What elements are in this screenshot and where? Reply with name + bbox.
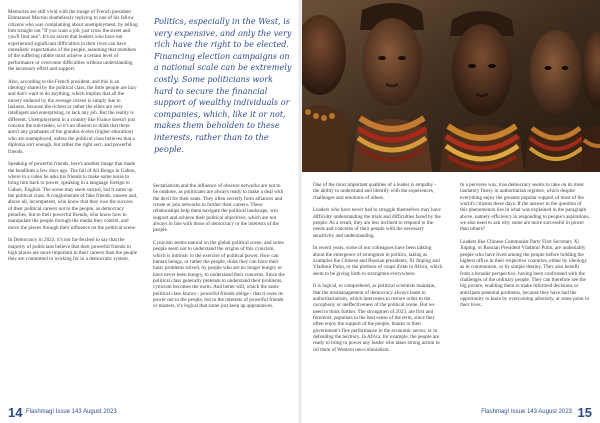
paragraph: Speaking of powerful friends, here's another image that made the headlines a few days ago. The fall of Ali Bongo in Gabon, where in a video he asks his friends to make some noise to bring him back to power, speaking in a language foreign to Gabon, English. The scene may seem surreal, but it sums up the political class. A conglomerate of fake friends, unseen and, above all, incompetent, who know that they owe the success of their political careers not to the people, as democracy preaches, but to their powerful friends, who know how to manipulate the people through the media they control, and move the pieces through their influence on the political scene. (8, 161, 138, 231)
paragraph: Cynicism seems natural on the global political scene, and some people seem not to understand the origins of this cynicism, which is intrinsic to the exercise of political power. How can human beings, or rather the people, think they can have their basic problems solved, by people who are no longer hungry or have never been hungry, to understand their concerns. Since the political class generally pretends to understand their problems, cynicism becomes the norm. And better still, which the same political class knows - powerful friends oblige - that it owes its power not to the people, but to the interests of powerful friends or masters, it's logical that some just keep up appearances. (153, 240, 285, 310)
portrait-photo (302, 0, 600, 172)
article-column-2 (153, 183, 285, 398)
paragraph: Memories are still vivid with the image of French president Emmanuel Macron shamelessly replying to one of his fellow citizens who was complaining about unemployment, by telling him straight out "If you want a job, just cross the street and you'll find one". It's no secret that leaders who have not experienced significant difficulties in their lives can have unrealistic expectations of the people, assuming that members of the suffering rabble must achieve a certain level of performance or overcome difficulties without understanding the necessary effort and support. (8, 9, 138, 73)
paragraph: Sectarianism and the influence of obscure networks are not to be outdone, as politicians are always ready to make a deal with the devil for their seats. They often secretly form alliances and create or join networks to further their careers. These relationships help them navigate the political landscape, win support and achieve their political objectives, which are not always in line with those of democracy or the interests of the people. (153, 183, 284, 234)
paragraph: Leaders like Chinese Communist Party First Secretary Xi Jinping, or Russian President Vladimir Putin, are undeniably people who have lived among the people before holding the highest office in their respective countries, either by ideology as in communism, or by simple destiny. They also benefit from a broader perspective, having been confronted with the challenges of the ordinary people. They can therefore see the big picture, enabling them to make informed decisions or anticipate potential problems, because they have had the opportunity to learn by overcoming adversity, at some point in their lives. (460, 239, 590, 309)
article-column-4 (460, 182, 590, 400)
issue-label: Flashmag! Issue 143 August 2023 (481, 409, 572, 415)
paragraph: Leaders who have never had to struggle themselves may have difficulty understanding the trials and difficulties faced by the people. As a result, they are less inclined to respond to the needs and concerns of their people with the necessary sensitivity and understanding. (313, 207, 441, 239)
article-column-3 (313, 182, 443, 400)
paragraph: It is logical, to comprehend, as political scientists maintain, that the mismanagement of democracy always leads to authoritarianism, which intervenes to restore order to the cacophony or ineffectiveness of the political scene. But we need to think further. The strongmen of 2023, are first and foremost, populists in the best sense of the term, since they often enjoy the support of the people, thanks to their government's fine performance in the economic sector, or in defending the territory. In Africa, for example, the people are ready to bring to power any leader who takes strong action to rid them of Western neo-colonialism. (313, 283, 440, 353)
paragraph: In Democracy in 2023, it's not far-fetched to say that the majority of politicians believe that their powerful friends in high places are more important in their careers than the people they are committed to working for in a democratic system. (8, 237, 138, 263)
page-number: 15 (577, 405, 592, 420)
left-page-footer (0, 405, 300, 421)
paragraph: One of the most important qualities of a leader is empathy - the ability to understand and identify with the experiences, challenges and emotions of others. (313, 182, 437, 201)
pull-quote: Politics, especially in the West, is very expensive, and only the very rich have the right to be elected. Financing election campaigns on a national scale can be extremely costly. Some politicians work hard to secure the financial support of wealthy individuals or companies, which, like it or not, makes them beholden to these interests, rather than to the people. (154, 16, 292, 154)
paragraph: In a perverse way, true democracy seems to take on its most laudatory finery in authoritarian regimes, which despite everything enjoy the greatest popular support of most of the world's citizens these days. If the answer to the question of this phenomenon lies in what was explained in the paragraph above, namely efficiency in responding to people's aspirations, we also need to ask why some are more successful in power than others? (460, 182, 590, 233)
page-number: 14 (8, 405, 23, 420)
right-page-footer (300, 405, 600, 421)
issue-label: Flashmag! Issue 143 August 2023 (26, 409, 117, 415)
paragraph: In recent years, some of our colleagues have been talking about the emergence of strongmen in politics, taking as examples the Chinese and Russian presidents, Xi Jinping and Vladimir Putin, or the plethora of coups d'état in Africa, which seem to be giving birth to strongmen everywhere. (313, 245, 443, 277)
paragraph: Also, according to the French president, and this is an ideology shared by the political class, the little people are lazy and don't want to do anything, which implies that all the misery endured by the average citizen is simply due to laziness, because the richest or rather the elites are very intelligent and enterprising, to lack any job. But the reality is different. Unemployment in a country like France doesn't just concern the sub-trades, so it's an illusion to think that there aren't any graduates of the grandes écoles (higher education) who are unemployed, unless the political class believes that a diploma isn't enough, but rather the right sect, and powerful friends. (8, 78, 137, 155)
article-column-1 (8, 9, 138, 404)
